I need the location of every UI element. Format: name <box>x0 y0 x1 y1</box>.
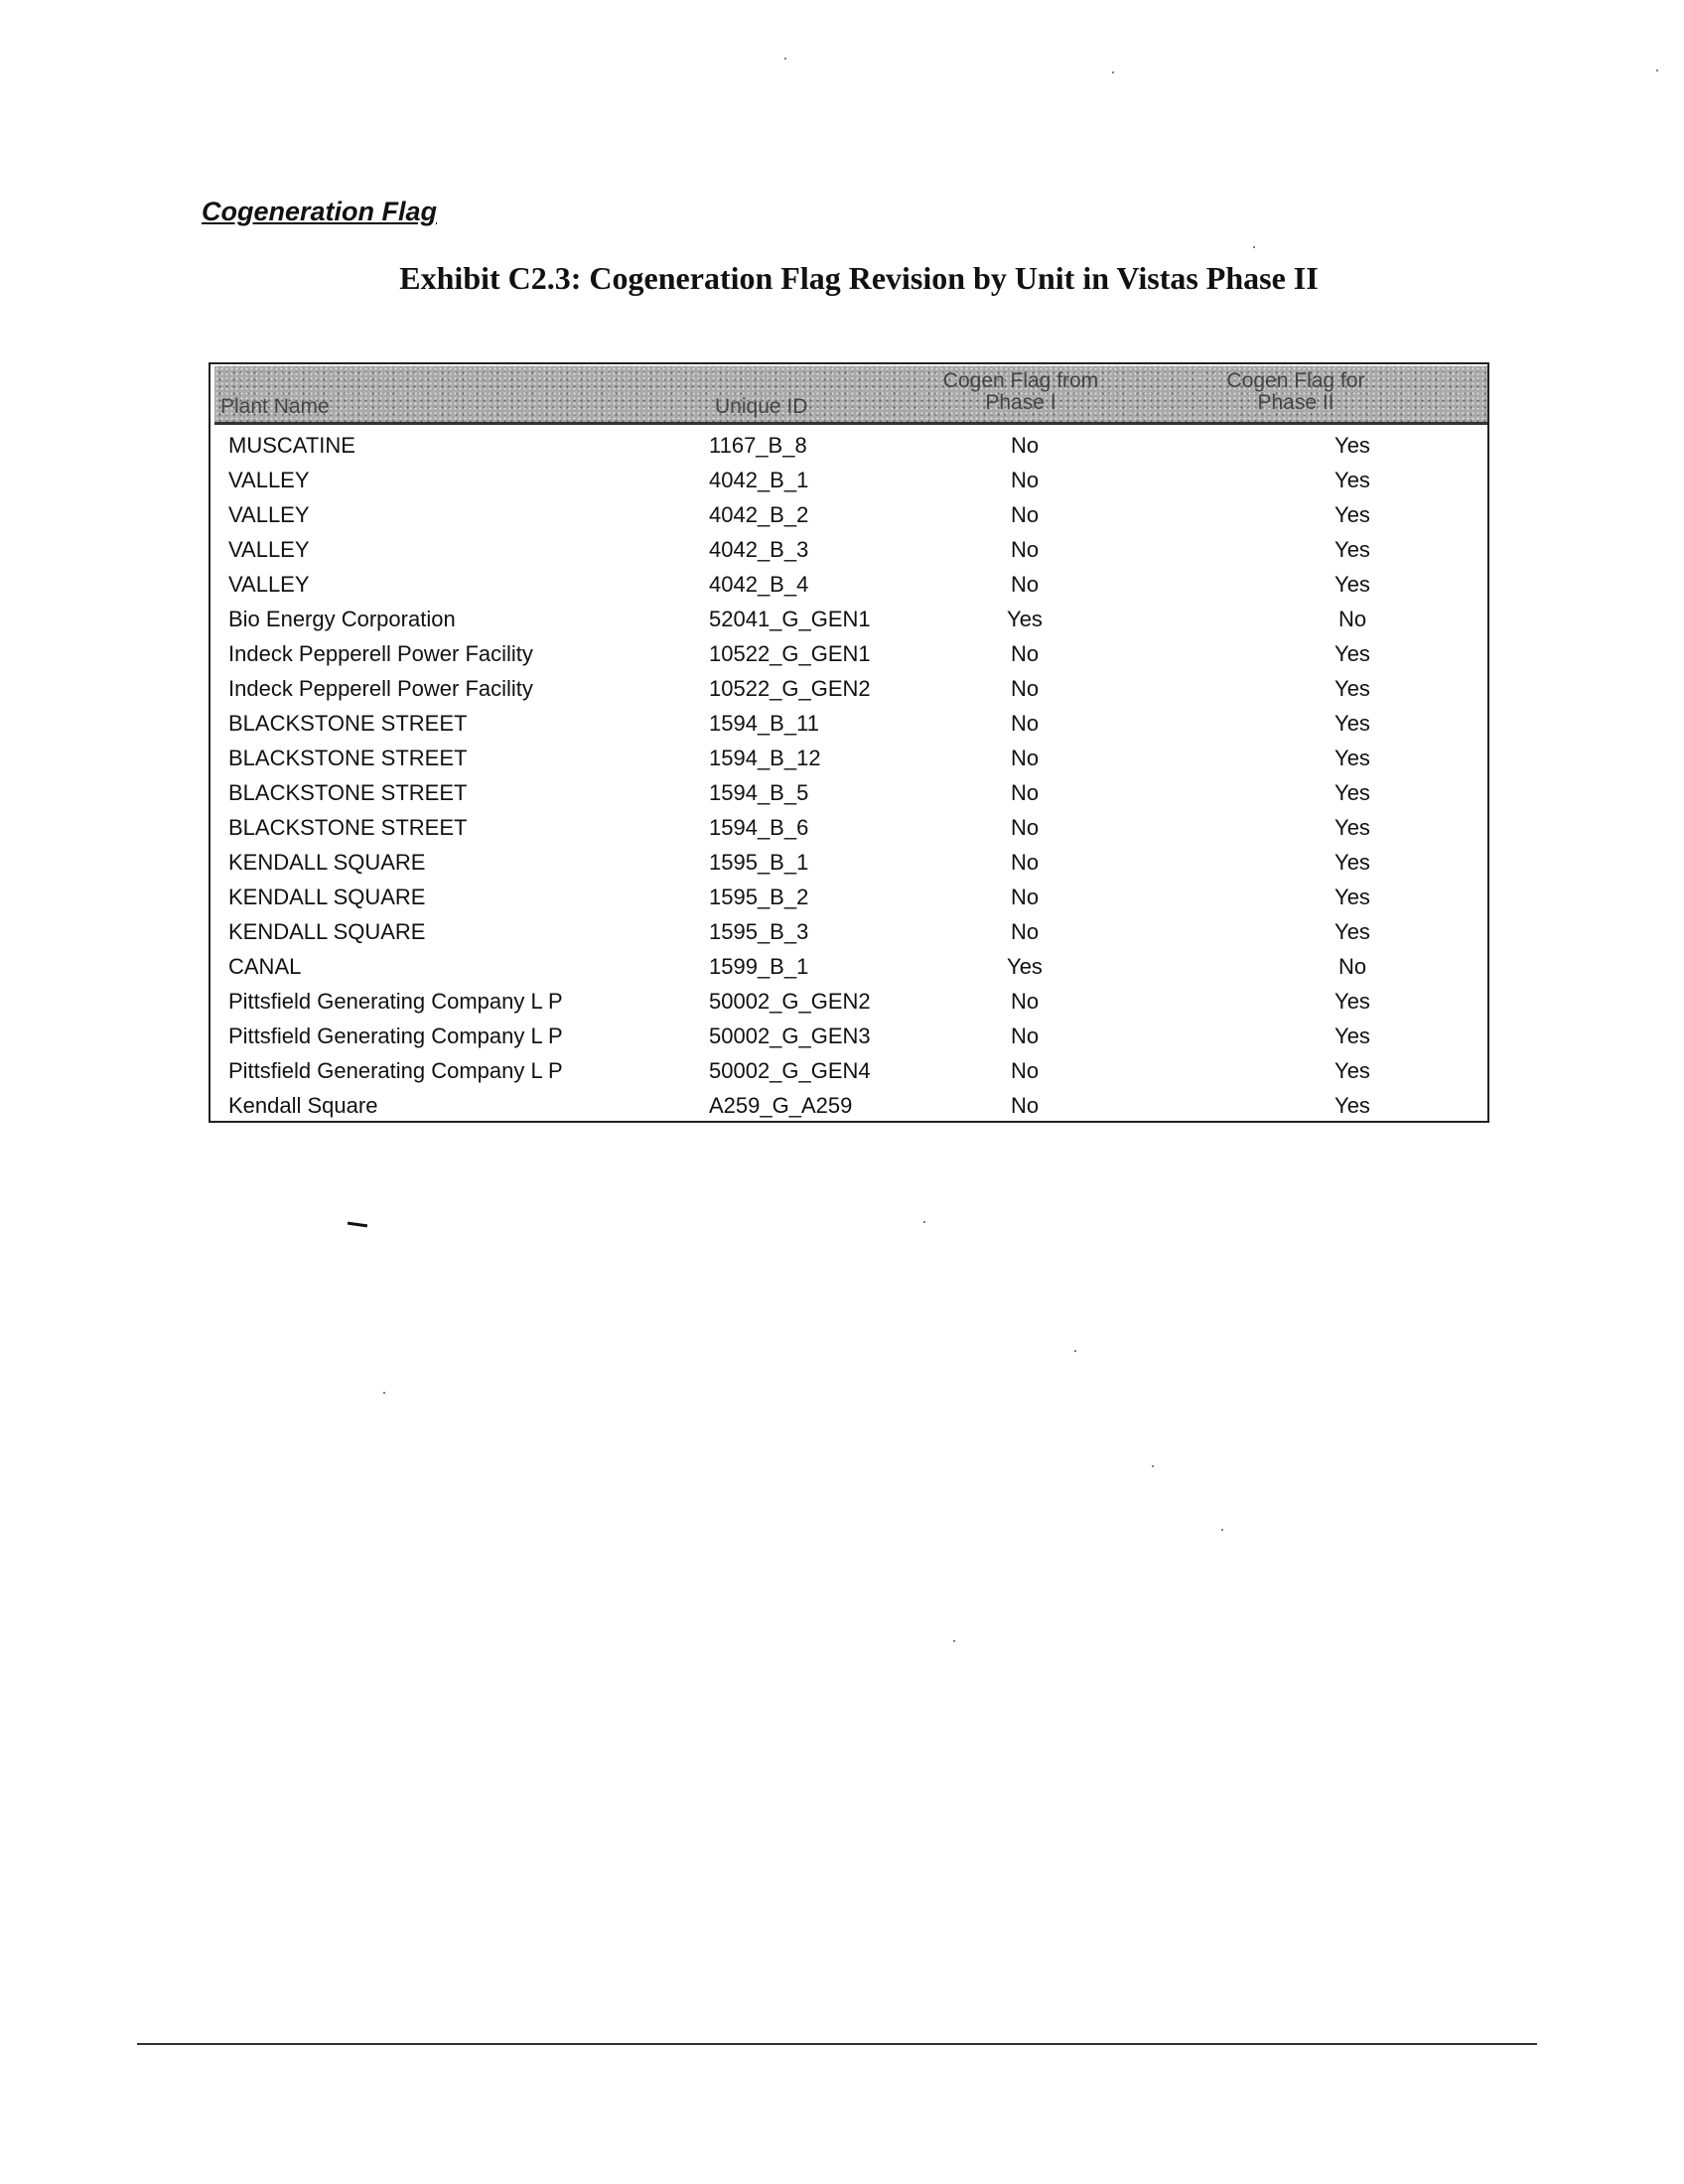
cell-cogen-for-phase-ii: Yes <box>1334 885 1370 909</box>
scan-speck <box>1112 71 1114 73</box>
cell-unique-id: 50002_G_GEN3 <box>709 1024 871 1048</box>
cell-plant-name: VALLEY <box>228 572 310 597</box>
cell-cogen-for-phase-ii: Yes <box>1334 919 1370 944</box>
cell-unique-id: 4042_B_4 <box>709 572 809 597</box>
cell-cogen-from-phase-i: Yes <box>1007 607 1043 631</box>
table-header <box>214 366 1487 425</box>
cell-unique-id: 1595_B_3 <box>709 919 809 944</box>
cell-unique-id: 10522_G_GEN2 <box>709 676 871 701</box>
footer-rule <box>137 2043 1537 2045</box>
table-row <box>210 603 1487 637</box>
cell-unique-id: 1594_B_11 <box>709 711 819 736</box>
cell-cogen-for-phase-ii: Yes <box>1334 1093 1370 1118</box>
cell-cogen-for-phase-ii: Yes <box>1334 711 1370 736</box>
table-row <box>210 950 1487 985</box>
table-row <box>210 568 1487 603</box>
cell-cogen-from-phase-i: Yes <box>1007 954 1043 979</box>
cell-unique-id: 1594_B_12 <box>709 746 821 770</box>
table-row <box>210 915 1487 950</box>
cell-plant-name: MUSCATINE <box>228 433 355 458</box>
cell-cogen-for-phase-ii: No <box>1337 954 1367 979</box>
cell-plant-name: BLACKSTONE STREET <box>228 711 468 736</box>
cell-unique-id: 1595_B_2 <box>709 885 809 909</box>
cell-plant-name: Indeck Pepperell Power Facility <box>228 676 533 701</box>
cell-plant-name: VALLEY <box>228 537 310 562</box>
table-row <box>210 637 1487 672</box>
cell-plant-name: KENDALL SQUARE <box>228 850 426 875</box>
table-row <box>210 776 1487 811</box>
cell-cogen-for-phase-ii: Yes <box>1334 676 1370 701</box>
cell-unique-id: 1595_B_1 <box>709 850 809 875</box>
cell-plant-name: BLACKSTONE STREET <box>228 780 468 805</box>
scan-speck <box>383 1392 385 1394</box>
cell-cogen-for-phase-ii: No <box>1337 607 1367 631</box>
cell-unique-id: 4042_B_2 <box>709 502 809 527</box>
cell-plant-name: Kendall Square <box>228 1093 378 1118</box>
cell-cogen-from-phase-i: No <box>1010 537 1040 562</box>
table-row <box>210 533 1487 568</box>
cell-unique-id: 50002_G_GEN2 <box>709 989 871 1014</box>
exhibit-title: Exhibit C2.3: Cogeneration Flag Revision by Unit in Vistas Phase II <box>399 260 1319 296</box>
table-body <box>210 429 1487 1124</box>
table-row <box>210 846 1487 881</box>
cell-plant-name: Indeck Pepperell Power Facility <box>228 641 533 666</box>
header-cogen-flag-for-phase-ii: Cogen Flag for Phase II <box>1226 369 1365 414</box>
cell-cogen-for-phase-ii: Yes <box>1334 1058 1370 1083</box>
cell-plant-name: BLACKSTONE STREET <box>228 746 468 770</box>
scan-speck <box>1656 69 1658 71</box>
cell-cogen-from-phase-i: No <box>1010 572 1040 597</box>
header-cogen-flag-from-phase-i: Cogen Flag from Phase I <box>942 369 1099 414</box>
cell-unique-id: 50002_G_GEN4 <box>709 1058 871 1083</box>
scan-speck <box>923 1221 925 1223</box>
cell-cogen-from-phase-i: No <box>1010 502 1040 527</box>
scan-speck <box>784 58 786 60</box>
cell-cogen-for-phase-ii: Yes <box>1334 641 1370 666</box>
cell-cogen-from-phase-i: No <box>1010 641 1040 666</box>
cell-cogen-for-phase-ii: Yes <box>1334 850 1370 875</box>
table-row <box>210 498 1487 533</box>
cell-cogen-for-phase-ii: Yes <box>1334 780 1370 805</box>
cell-unique-id: 1167_B_8 <box>709 433 807 458</box>
cell-unique-id: 10522_G_GEN1 <box>709 641 871 666</box>
table-row <box>210 881 1487 915</box>
cell-cogen-for-phase-ii: Yes <box>1334 502 1370 527</box>
header-unique-id: Unique ID <box>715 395 808 418</box>
cell-plant-name: Pittsfield Generating Company L P <box>228 989 563 1014</box>
table-row <box>210 464 1487 498</box>
scan-speck <box>1221 1529 1223 1531</box>
cell-cogen-from-phase-i: No <box>1010 1093 1040 1118</box>
stray-mark <box>348 1222 367 1228</box>
cell-cogen-from-phase-i: No <box>1010 1058 1040 1083</box>
cell-cogen-from-phase-i: No <box>1010 746 1040 770</box>
cell-cogen-from-phase-i: No <box>1010 815 1040 840</box>
table-row <box>210 985 1487 1020</box>
cell-cogen-for-phase-ii: Yes <box>1334 746 1370 770</box>
cell-plant-name: Pittsfield Generating Company L P <box>228 1024 563 1048</box>
scan-speck <box>953 1640 955 1642</box>
cell-plant-name: Bio Energy Corporation <box>228 607 456 631</box>
cell-unique-id: 4042_B_3 <box>709 537 809 562</box>
header-plant-name: Plant Name <box>220 395 330 418</box>
cogeneration-flag-table <box>209 362 1489 1123</box>
cell-plant-name: VALLEY <box>228 468 310 492</box>
cell-cogen-for-phase-ii: Yes <box>1334 989 1370 1014</box>
scan-speck <box>1074 1350 1076 1352</box>
table-row <box>210 672 1487 707</box>
table-row <box>210 707 1487 742</box>
table-row <box>210 1054 1487 1089</box>
cell-unique-id: 4042_B_1 <box>709 468 809 492</box>
cell-cogen-from-phase-i: No <box>1010 433 1040 458</box>
cell-unique-id: 1599_B_1 <box>709 954 809 979</box>
cell-cogen-from-phase-i: No <box>1010 468 1040 492</box>
cell-cogen-for-phase-ii: Yes <box>1334 815 1370 840</box>
cell-plant-name: Pittsfield Generating Company L P <box>228 1058 563 1083</box>
cell-cogen-for-phase-ii: Yes <box>1334 572 1370 597</box>
table-row <box>210 1089 1487 1124</box>
cell-cogen-from-phase-i: No <box>1010 989 1040 1014</box>
scan-speck <box>1253 246 1255 248</box>
table-row <box>210 429 1487 464</box>
cell-cogen-for-phase-ii: Yes <box>1334 433 1370 458</box>
cell-cogen-for-phase-ii: Yes <box>1334 537 1370 562</box>
cell-cogen-for-phase-ii: Yes <box>1334 468 1370 492</box>
table-row <box>210 742 1487 776</box>
cell-cogen-from-phase-i: No <box>1010 1024 1040 1048</box>
cell-plant-name: CANAL <box>228 954 302 979</box>
cell-cogen-from-phase-i: No <box>1010 885 1040 909</box>
cell-plant-name: BLACKSTONE STREET <box>228 815 468 840</box>
cell-plant-name: KENDALL SQUARE <box>228 919 426 944</box>
cell-cogen-from-phase-i: No <box>1010 780 1040 805</box>
cell-unique-id: 1594_B_5 <box>709 780 809 805</box>
cell-plant-name: VALLEY <box>228 502 310 527</box>
cell-cogen-from-phase-i: No <box>1010 850 1040 875</box>
cell-unique-id: A259_G_A259 <box>709 1093 853 1118</box>
scan-speck <box>1152 1465 1154 1467</box>
cell-unique-id: 1594_B_6 <box>709 815 809 840</box>
cell-plant-name: KENDALL SQUARE <box>228 885 426 909</box>
cell-cogen-from-phase-i: No <box>1010 711 1040 736</box>
cell-unique-id: 52041_G_GEN1 <box>709 607 871 631</box>
cell-cogen-for-phase-ii: Yes <box>1334 1024 1370 1048</box>
table-row <box>210 1020 1487 1054</box>
section-heading: Cogeneration Flag <box>202 197 438 226</box>
table-row <box>210 811 1487 846</box>
cell-cogen-from-phase-i: No <box>1010 919 1040 944</box>
cell-cogen-from-phase-i: No <box>1010 676 1040 701</box>
